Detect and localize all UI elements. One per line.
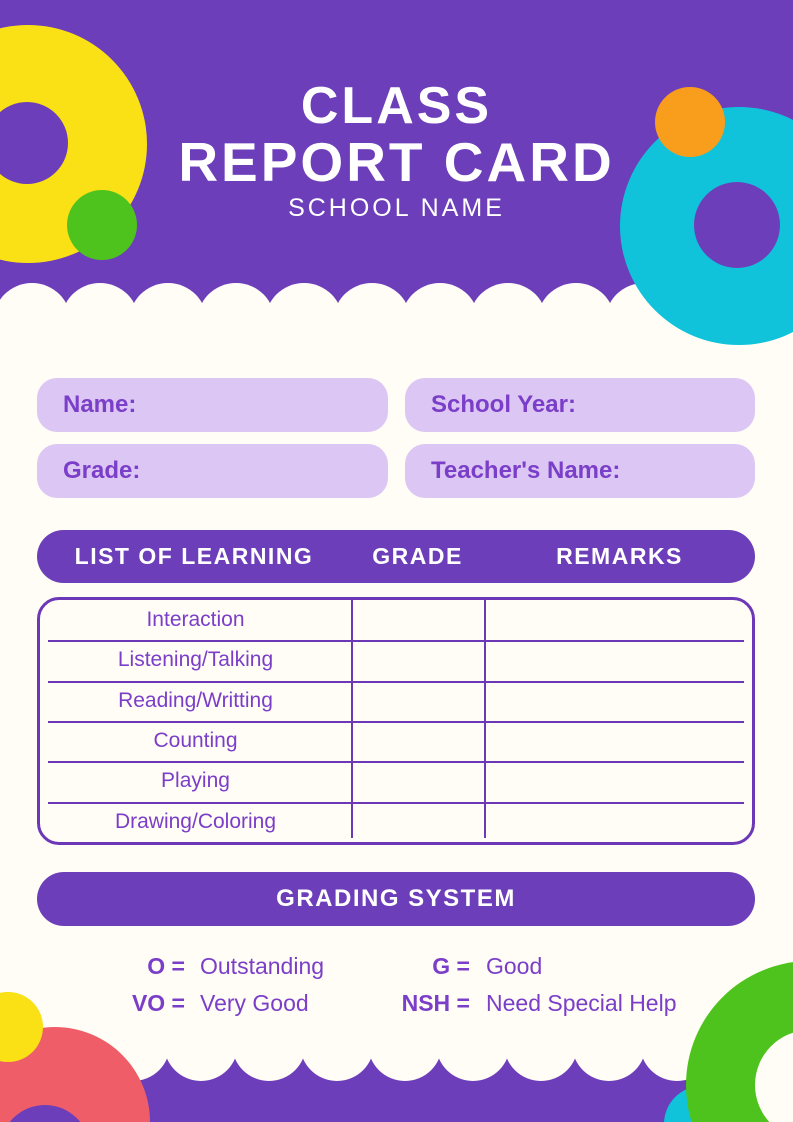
grading-system-title: GRADING SYSTEM — [276, 885, 516, 912]
school-name-subtitle: SCHOOL NAME — [288, 194, 505, 222]
grades-table — [37, 597, 755, 845]
legend-value-good: Good — [486, 953, 543, 979]
legend-value-very-good: Very Good — [200, 990, 309, 1016]
row-separator — [48, 761, 744, 763]
subject-label: Playing — [161, 769, 230, 793]
table-row — [40, 721, 752, 761]
column-header-remarks: REMARKS — [556, 543, 683, 569]
page-title-line1: CLASS — [300, 77, 493, 135]
subject-label: Listening/Talking — [117, 648, 274, 672]
table-row — [40, 600, 752, 640]
subject-label: Drawing/Coloring — [114, 809, 277, 833]
table-row — [40, 761, 752, 801]
row-separator — [48, 721, 744, 723]
bottom-scallop-edge — [28, 1007, 793, 1081]
row-separator — [48, 681, 744, 683]
legend-key-outstanding: O = — [147, 953, 185, 979]
table-row — [40, 802, 752, 842]
column-header-list-of-learning: LIST OF LEARNING — [74, 543, 314, 569]
name-field-label: Name: — [63, 391, 137, 418]
table-header-bar — [37, 530, 755, 583]
teacher-name-field[interactable] — [405, 444, 755, 498]
table-row — [40, 640, 752, 680]
row-separator — [48, 640, 744, 642]
name-field[interactable] — [37, 378, 388, 432]
legend-value-outstanding: Outstanding — [200, 953, 325, 979]
table-row — [40, 681, 752, 721]
legend-key-need-special-help: NSH = — [401, 990, 470, 1016]
column-divider — [351, 600, 353, 838]
legend-value-need-special-help: Need Special Help — [486, 990, 677, 1016]
grade-field-label: Grade: — [63, 457, 141, 484]
row-separator — [48, 802, 744, 804]
teacher-name-field-label: Teacher's Name: — [431, 457, 621, 484]
page-title-line2: REPORT CARD — [178, 131, 615, 193]
subject-label: Reading/Writting — [118, 688, 273, 712]
grading-system-bar — [37, 872, 755, 926]
green-donut-decoration — [686, 961, 793, 1122]
grade-field[interactable] — [37, 444, 388, 498]
subject-label: Counting — [153, 729, 238, 753]
school-year-field[interactable] — [405, 378, 755, 432]
column-divider — [484, 600, 486, 838]
school-year-field-label: School Year: — [431, 391, 576, 418]
column-header-grade: GRADE — [372, 543, 463, 569]
legend-key-very-good: VO = — [131, 990, 185, 1016]
subject-label: Interaction — [146, 608, 245, 632]
legend-key-good: G = — [432, 953, 470, 979]
